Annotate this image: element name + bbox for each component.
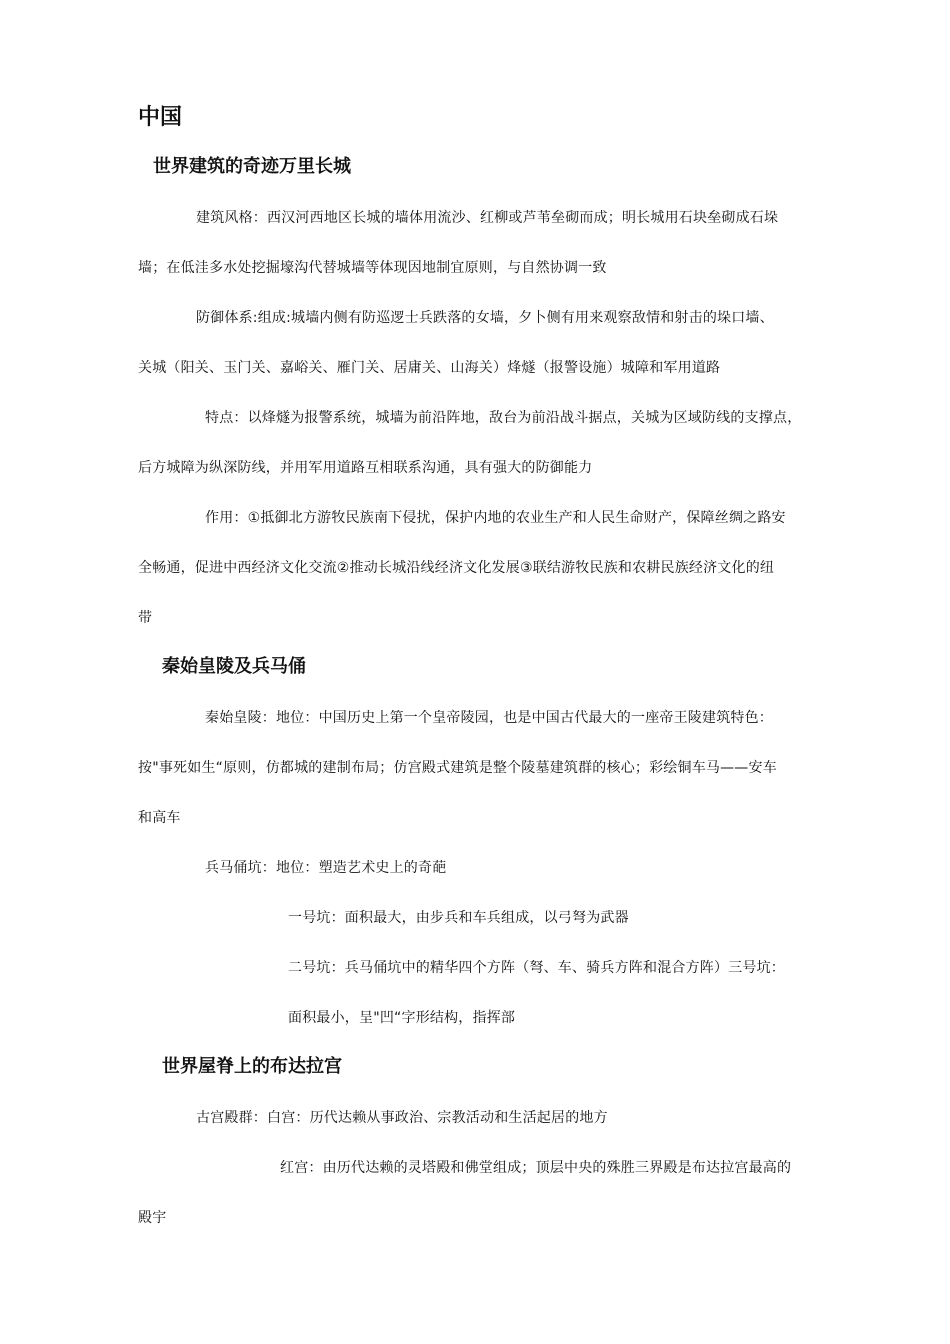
paragraph-line: 兵马俑坑：地位：塑造艺术史上的奇葩 <box>205 860 447 876</box>
paragraph-line: 红宫：由历代达赖的灵塔殿和佛堂组成；顶层中央的殊胜三界殿是布达拉宫最高的 <box>280 1160 792 1176</box>
paragraph-line: 防御体系:组成:城墙内侧有防巡逻士兵跌落的女墙，夕卜侧有用来观察敌情和射击的垛口墙、 <box>196 310 774 326</box>
section-heading-great-wall: 世界建筑的奇迹万里长城 <box>153 156 351 177</box>
paragraph-line: 二号坑：兵马俑坑中的精华四个方阵（弩、车、骑兵方阵和混合方阵）三号坑： <box>288 960 785 976</box>
paragraph-line: 特点：以烽燧为报警系统，城墙为前沿阵地，敌台为前沿战斗据点，关城为区域防线的支撑点， <box>205 410 802 426</box>
section-heading-potala-palace: 世界屋脊上的布达拉宫 <box>162 1056 342 1077</box>
paragraph-line: 殿宇 <box>138 1210 167 1226</box>
paragraph-line: 带 <box>138 610 153 626</box>
paragraph-line: 按"事死如生“原则，仿都城的建制布局；仿宫殿式建筑是整个陵墓建筑群的核心；彩绘铜车马——安车 <box>138 760 777 776</box>
section-heading-qin-mausoleum: 秦始皇陵及兵马俑 <box>162 656 306 677</box>
paragraph-line: 面积最小，呈"凹“字形结构，指挥部 <box>288 1010 516 1026</box>
paragraph-line: 古宫殿群：白宫：历代达赖从事政治、宗教活动和生活起居的地方 <box>196 1110 608 1126</box>
paragraph-line: 关城（阳关、玉门关、嘉峪关、雁门关、居庸关、山海关）烽燧（报警设施）城障和军用道路 <box>138 360 721 376</box>
paragraph-line: 和高车 <box>138 810 181 826</box>
paragraph-line: 一号坑：面积最大，由步兵和车兵组成，以弓弩为武器 <box>288 910 629 926</box>
page-title: 中国 <box>138 105 183 130</box>
paragraph-line: 后方城障为纵深防线，并用军用道路互相联系沟通，具有强大的防御能力 <box>138 460 593 476</box>
paragraph-line: 墙；在低洼多水处挖掘壕沟代替城墙等体现因地制宜原则，与自然协调一致 <box>138 260 607 276</box>
paragraph-line: 建筑风格：西汉河西地区长城的墙体用流沙、红柳或芦苇垒砌而成；明长城用石块垒砌成石垛 <box>196 210 779 226</box>
paragraph-line: 作用：①抵御北方游牧民族南下侵扰，保护内地的农业生产和人民生命财产，保障丝绸之路安 <box>205 510 786 526</box>
paragraph-line: 秦始皇陵：地位：中国历史上第一个皇帝陵园，也是中国古代最大的一座帝王陵建筑特色： <box>205 710 773 726</box>
paragraph-line: 全畅通，促进中西经济文化交流②推动长城沿线经济文化发展③联结游牧民族和农耕民族经济文化的纽 <box>138 560 775 576</box>
